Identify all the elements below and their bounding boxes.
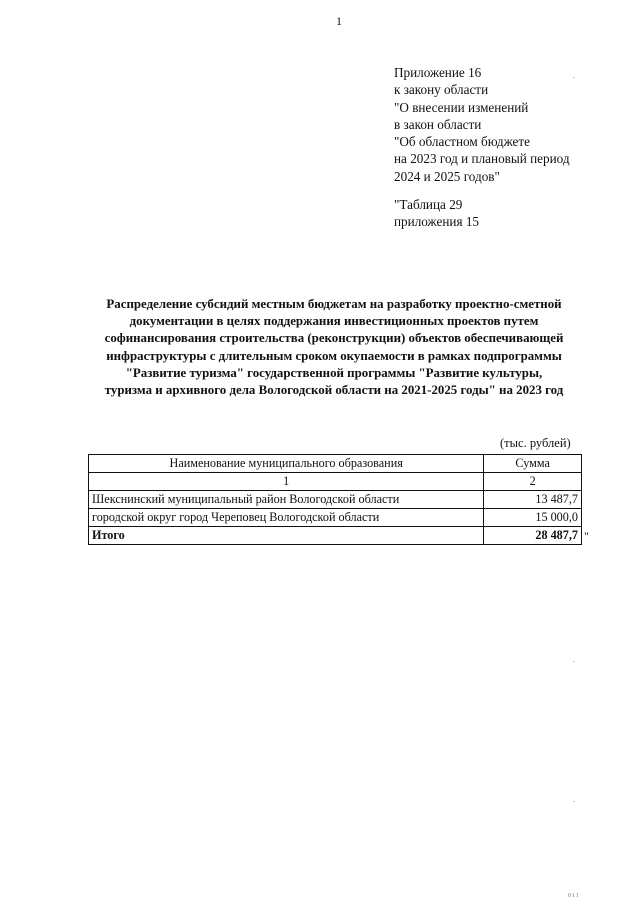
index-cell: 2: [484, 473, 582, 491]
appendix-reference: [394, 64, 570, 185]
appendix-line: к закону области: [394, 82, 489, 98]
title-line: документации в целях поддержания инвестиционных проектов путем: [129, 314, 539, 329]
index-cell: 1: [89, 473, 484, 491]
footer-code: 011: [568, 893, 580, 899]
municipality-name: городской округ город Череповец Вологодской области: [89, 509, 484, 527]
amount-cell: 15 000,0: [484, 509, 582, 527]
table-total-row: [89, 527, 582, 545]
appendix-line: Приложение 16: [394, 65, 482, 80]
amount-cell: 13 487,7: [484, 491, 582, 509]
table-row: [89, 509, 582, 527]
table-ref-line: приложения 15: [394, 214, 480, 230]
scan-speck: [573, 77, 575, 78]
appendix-line: "Об областном бюджете: [394, 134, 530, 150]
table-row: [89, 491, 582, 509]
table-ref-line: "Таблица 29: [394, 197, 463, 212]
closing-quote: ": [584, 529, 589, 543]
table-reference: [394, 196, 479, 231]
page-number: 1: [336, 14, 342, 28]
total-amount: 28 487,7: [484, 527, 582, 545]
scan-speck: [573, 661, 575, 662]
municipality-name: Шекснинский муниципальный район Вологодской области: [89, 491, 484, 509]
title-line: "Развитие туризма" государственной программы "Развитие культуры,: [125, 365, 543, 380]
table-index-row: [89, 473, 582, 491]
title-line: инфраструктуры с длительным сроком окупаемости в рамках подпрограммы: [106, 348, 562, 363]
header-name: Наименование муниципального образования: [89, 455, 484, 473]
units-label: (тыс. рублей): [500, 436, 571, 450]
appendix-line: "О внесении изменений: [394, 99, 529, 115]
appendix-line: в закон области: [394, 116, 482, 132]
appendix-line: на 2023 год и плановый период: [394, 151, 570, 167]
title-line: туризма и архивного дела Вологодской области на 2021-2025 годы" на 2023 год: [104, 383, 564, 398]
header-amount: Сумма: [484, 455, 582, 473]
appendix-line: 2024 и 2025 годов": [394, 168, 500, 184]
scan-speck: [573, 801, 575, 802]
total-label: Итого: [89, 527, 484, 545]
document-title: [84, 296, 584, 399]
table-header-row: [89, 455, 582, 473]
subsidy-table: [88, 454, 582, 545]
title-line: Распределение субсидий местным бюджетам на разработку проектно-сметной: [106, 297, 562, 311]
title-line: софинансирования строительства (реконструкции) объектов обеспечивающей: [104, 331, 564, 346]
